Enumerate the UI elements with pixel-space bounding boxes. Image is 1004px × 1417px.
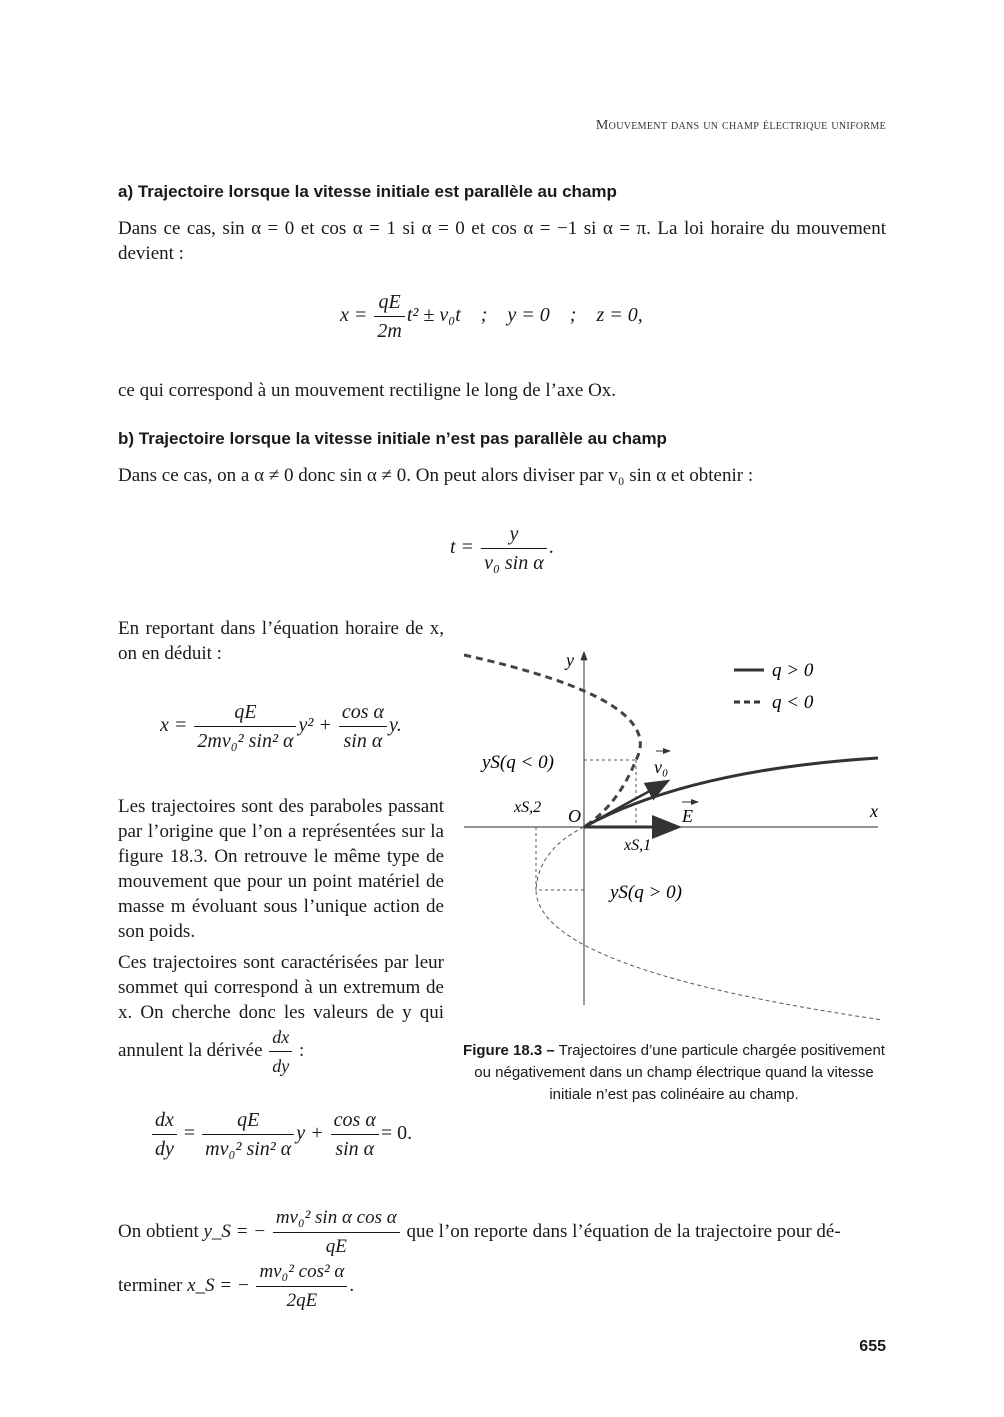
x-axis-label: x <box>870 801 878 821</box>
section-a-paragraph-1: Dans ce cas, sin α = 0 et cos α = 1 si α = 0 et cos α = −1 si α = π. La loi horaire du mouvement devient : <box>118 218 886 264</box>
section-b-paragraph-1: Dans ce cas, on a α ≠ 0 donc sin α ≠ 0. On peut alors diviser par v₀ sin α et obtenir : <box>118 465 754 486</box>
trajectory-q-positive-mirror <box>536 827 883 1020</box>
origin-label: O <box>568 806 581 826</box>
trajectory-q-positive <box>584 758 878 827</box>
equation-x: x = $\frac{qE}{\text{2mv₀² sin² α}}$ y² + $\frac{\text{cos α}}{\text{sin α}}$ y. <box>160 701 402 752</box>
figure-caption <box>462 1040 886 1106</box>
section-b-title: b) Trajectoire lorsque la vitesse initiale n’est pas parallèle au champ <box>118 429 667 448</box>
trajectory-q-negative-upper <box>464 655 640 827</box>
legend-label-positive: q > 0 <box>772 660 814 681</box>
eq-a-lhs: x = <box>340 304 368 327</box>
page-number: 655 <box>859 1338 886 1355</box>
v0-vector <box>584 782 666 827</box>
section-b-paragraph-2: En reportant dans l’équation horaire de x, on en déduit : <box>118 618 444 664</box>
figure-caption-text: Trajectoires d’une particule chargée positivement ou négativement dans un champ électrique quand la vitesse initiale n’est pas colinéaire au champ. <box>474 1042 885 1103</box>
equation-a <box>340 290 643 343</box>
figure-caption-label: Figure 18.3 – <box>463 1042 555 1059</box>
eq-a-fraction: $\frac{qE}{2m}$ <box>374 290 404 343</box>
ys-negative-label: yS(q < 0) <box>482 752 554 773</box>
section-b-paragraph-3: Les trajectoires sont des paraboles passant par l’origine que l’on a représentées sur la figure 18.3. On retrouve le même type de mouvement que pour un point matériel de masse m évoluant sous l’unique action de son poids. <box>118 796 444 942</box>
v0-label: v₀ <box>654 757 669 777</box>
section-b-paragraph-4: Ces trajectoires sont caractérisées par leur sommet qui correspond à un extremum de x. On cherche donc les valeurs de y qui annulent la dérivée $\frac{dx}{dy}$ : <box>118 952 444 1076</box>
section-a-paragraph-2: ce qui correspond à un mouvement rectiligne le long de l’axe Ox. <box>118 380 617 401</box>
E-label: E <box>682 806 693 826</box>
equation-derivative: $\frac{dx}{dy}$ = $\frac{qE}{\text{mv₀² sin² α}}$ y + $\frac{\text{cos α}}{\text{sin α}}$ = 0. <box>150 1108 412 1161</box>
y-axis-label: y <box>566 650 574 670</box>
xs1-label: xS,1 <box>624 837 652 854</box>
legend-label-negative: q < 0 <box>772 692 814 713</box>
running-header: Mouvement dans un champ électrique uniforme <box>595 118 886 133</box>
equation-t: t = $\frac{y}{\text{v₀ sin α}}$ . <box>450 523 554 574</box>
trajectory-figure <box>458 640 888 1025</box>
section-a-title: a) Trajectoire lorsque la vitesse initiale est parallèle au champ <box>118 182 617 201</box>
section-b-paragraph-6: terminer x_S = − $\frac{\text{mv₀² cos² α}}{2qE}$ . <box>118 1261 355 1311</box>
ys-positive-label: yS(q > 0) <box>610 882 682 903</box>
eq-a-rest: t² ± v₀t ; y = 0 ; z = 0, <box>406 304 643 327</box>
section-b-paragraph-5: On obtient y_S = − $\frac{\text{mv₀² sin α cos α}}{qE}$ que l’on reporte dans l’équation de la trajectoire pour dé- <box>118 1207 841 1257</box>
xs2-label: xS,2 <box>514 799 542 816</box>
